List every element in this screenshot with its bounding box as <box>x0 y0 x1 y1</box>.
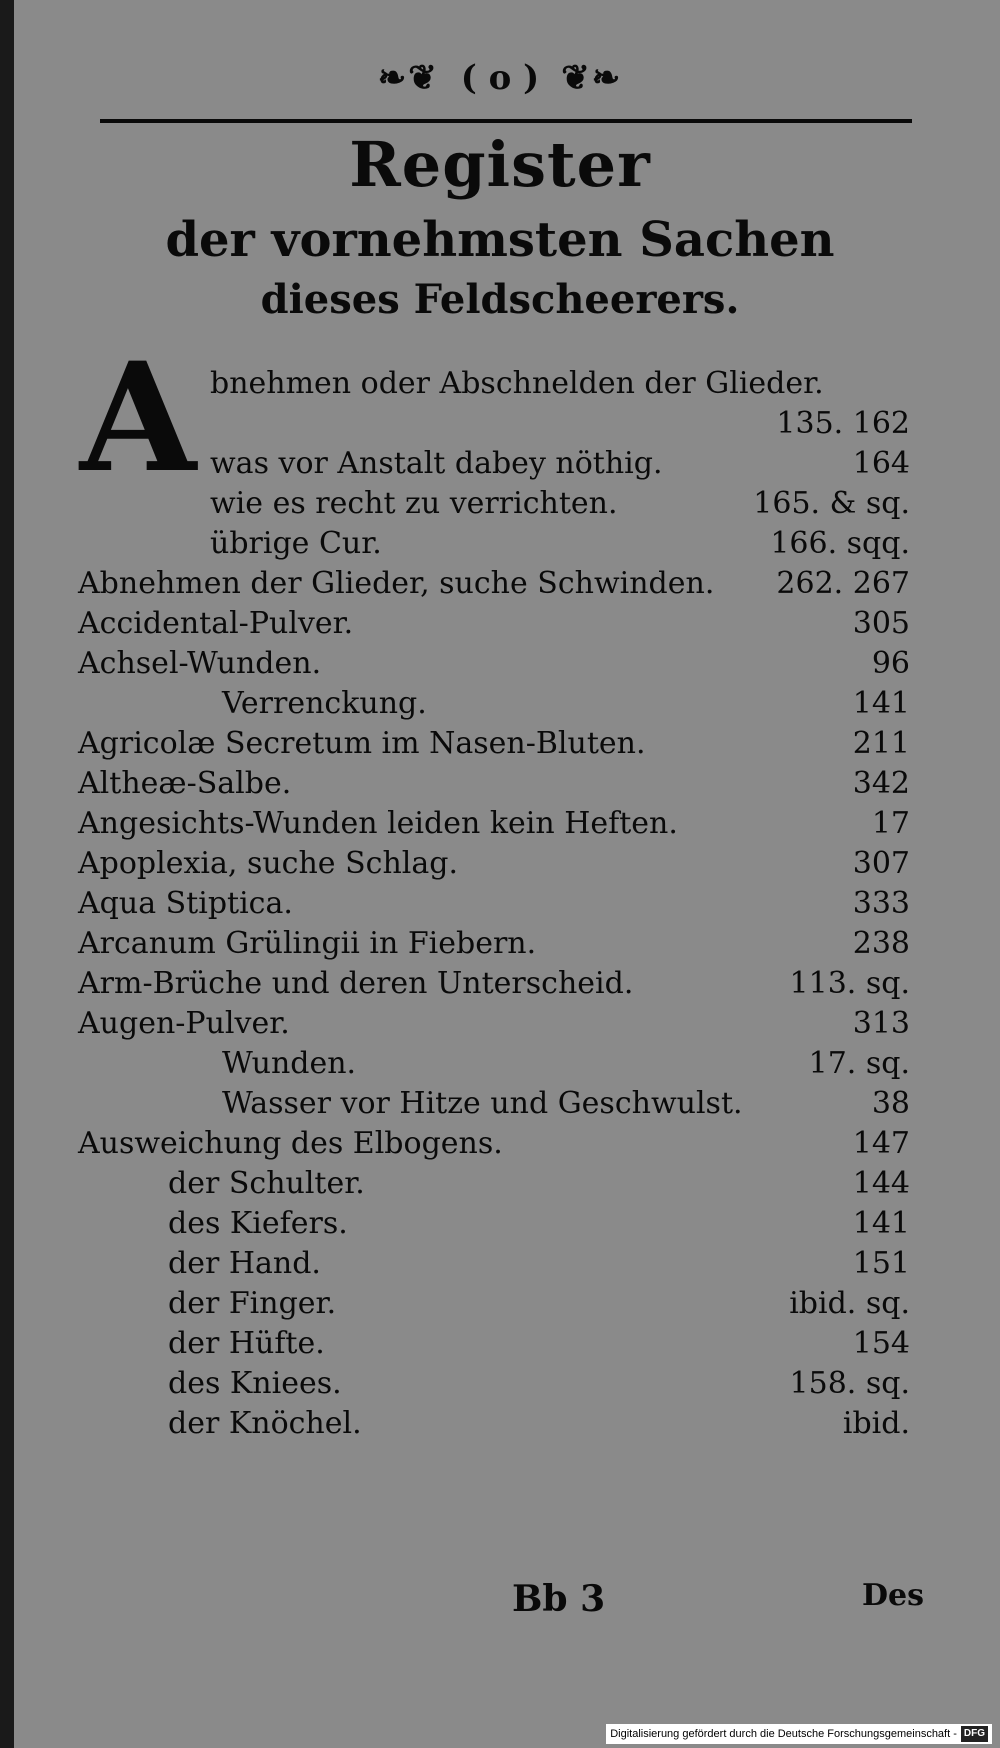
list-item <box>210 482 910 526</box>
list-item <box>210 402 910 446</box>
entry-label: Angesichts-Wunden leiden kein Heften. <box>78 806 678 841</box>
entry-page: ibid. sq. <box>789 1286 910 1321</box>
entry-page: 135. 162 <box>776 406 910 441</box>
entry-label: Apoplexia, suche Schlag. <box>78 846 458 881</box>
dfg-logo: DFG <box>961 1726 988 1742</box>
entry-label: Accidental-Pulver. <box>78 606 354 641</box>
entry-label: Altheæ-Salbe. <box>78 766 292 801</box>
entry-label: Agricolæ Secretum im Nasen-Bluten. <box>78 726 646 761</box>
entry-page: 96 <box>871 646 910 681</box>
digitization-credit <box>606 1724 992 1744</box>
list-item <box>78 602 910 646</box>
credit-text: Digitalisierung gefördert durch die Deutsche Forschungsgemeinschaft - <box>610 1728 957 1740</box>
ornament-right-icon: ❦❧ <box>561 58 623 98</box>
entry-page: 238 <box>852 926 910 961</box>
list-item <box>210 362 910 406</box>
list-item <box>78 642 910 686</box>
list-item <box>78 882 910 926</box>
entry-label: Wunden. <box>222 1046 357 1081</box>
list-item <box>222 1082 910 1126</box>
entry-page: 307 <box>852 846 910 881</box>
list-item <box>168 1402 910 1446</box>
entry-page: 17 <box>871 806 910 841</box>
entry-label: der Hand. <box>168 1246 321 1281</box>
entry-page: 141 <box>852 1206 910 1241</box>
entry-page: 147 <box>852 1126 910 1161</box>
entry-page: 113. sq. <box>789 966 910 1001</box>
entry-page: 154 <box>852 1326 910 1361</box>
ornament-left-icon: ❧❦ <box>377 58 439 98</box>
list-item <box>78 762 910 806</box>
page-header <box>0 48 1000 108</box>
list-item <box>78 922 910 966</box>
entry-label: übrige Cur. <box>210 526 382 561</box>
entry-page: 166. sqq. <box>770 526 910 561</box>
entry-page: ibid. <box>842 1406 910 1441</box>
entry-page: 38 <box>871 1086 910 1121</box>
list-item <box>78 722 910 766</box>
list-item <box>168 1242 910 1286</box>
entry-page: 313 <box>852 1006 910 1041</box>
list-item <box>78 1002 910 1046</box>
entry-page: 165. & sq. <box>753 486 910 521</box>
page-title: Register <box>349 128 651 201</box>
entry-page: 305 <box>852 606 910 641</box>
entry-page: 262. 267 <box>776 566 910 601</box>
entry-label: Wasser vor Hitze und Geschwulst. <box>222 1086 743 1121</box>
list-item <box>168 1202 910 1246</box>
page-subtitle-2: dieses Feldscheerers. <box>260 276 740 323</box>
entry-page: 158. sq. <box>789 1366 910 1401</box>
entry-label: Augen-Pulver. <box>78 1006 290 1041</box>
entry-page: 144 <box>852 1166 910 1201</box>
page-number: ( o ) <box>460 58 540 98</box>
entry-label: der Knöchel. <box>168 1406 362 1441</box>
drop-cap: A <box>79 330 197 506</box>
entry-page: 211 <box>852 726 910 761</box>
entry-page: 333 <box>852 886 910 921</box>
entry-label: bnehmen oder Abschnelden der Glieder. <box>210 366 824 401</box>
entry-label: Aqua Stiptica. <box>78 886 293 921</box>
entry-label: Abnehmen der Glieder, suche Schwinden. <box>78 566 715 601</box>
header-rule <box>100 119 912 123</box>
entry-label: was vor Anstalt dabey nöthig. <box>210 446 663 481</box>
entry-label: der Hüfte. <box>168 1326 325 1361</box>
list-item <box>210 442 910 486</box>
list-item <box>168 1322 910 1366</box>
list-item <box>222 1042 910 1086</box>
entry-label: der Schulter. <box>168 1166 365 1201</box>
entry-label: des Kiefers. <box>168 1206 348 1241</box>
entry-label: Arcanum Grülingii in Fiebern. <box>78 926 537 961</box>
entry-label: des Kniees. <box>168 1366 342 1401</box>
list-item <box>78 1122 910 1166</box>
entry-page: 141 <box>852 686 910 721</box>
list-item <box>78 562 910 606</box>
page-subtitle-1: der vornehmsten Sachen <box>165 212 835 268</box>
entry-page: 17. sq. <box>808 1046 910 1081</box>
list-item <box>168 1362 910 1406</box>
signature-mark: Bb 3 <box>512 1578 606 1620</box>
entry-label: Achsel-Wunden. <box>78 646 322 681</box>
entry-label: wie es recht zu verrichten. <box>210 486 618 521</box>
list-item <box>168 1162 910 1206</box>
entry-label: Verrenckung. <box>222 686 427 721</box>
list-item <box>222 682 910 726</box>
list-item <box>78 842 910 886</box>
list-item <box>168 1282 910 1326</box>
catchword: Des <box>862 1578 924 1613</box>
entry-label: Arm-Brüche und deren Unterscheid. <box>78 966 634 1001</box>
entry-page: 151 <box>852 1246 910 1281</box>
list-item <box>210 522 910 566</box>
list-item <box>78 962 910 1006</box>
entry-page: 164 <box>852 446 910 481</box>
entry-label: der Finger. <box>168 1286 337 1321</box>
entry-page: 342 <box>852 766 910 801</box>
list-item <box>78 802 910 846</box>
entry-label: Ausweichung des Elbogens. <box>78 1126 503 1161</box>
